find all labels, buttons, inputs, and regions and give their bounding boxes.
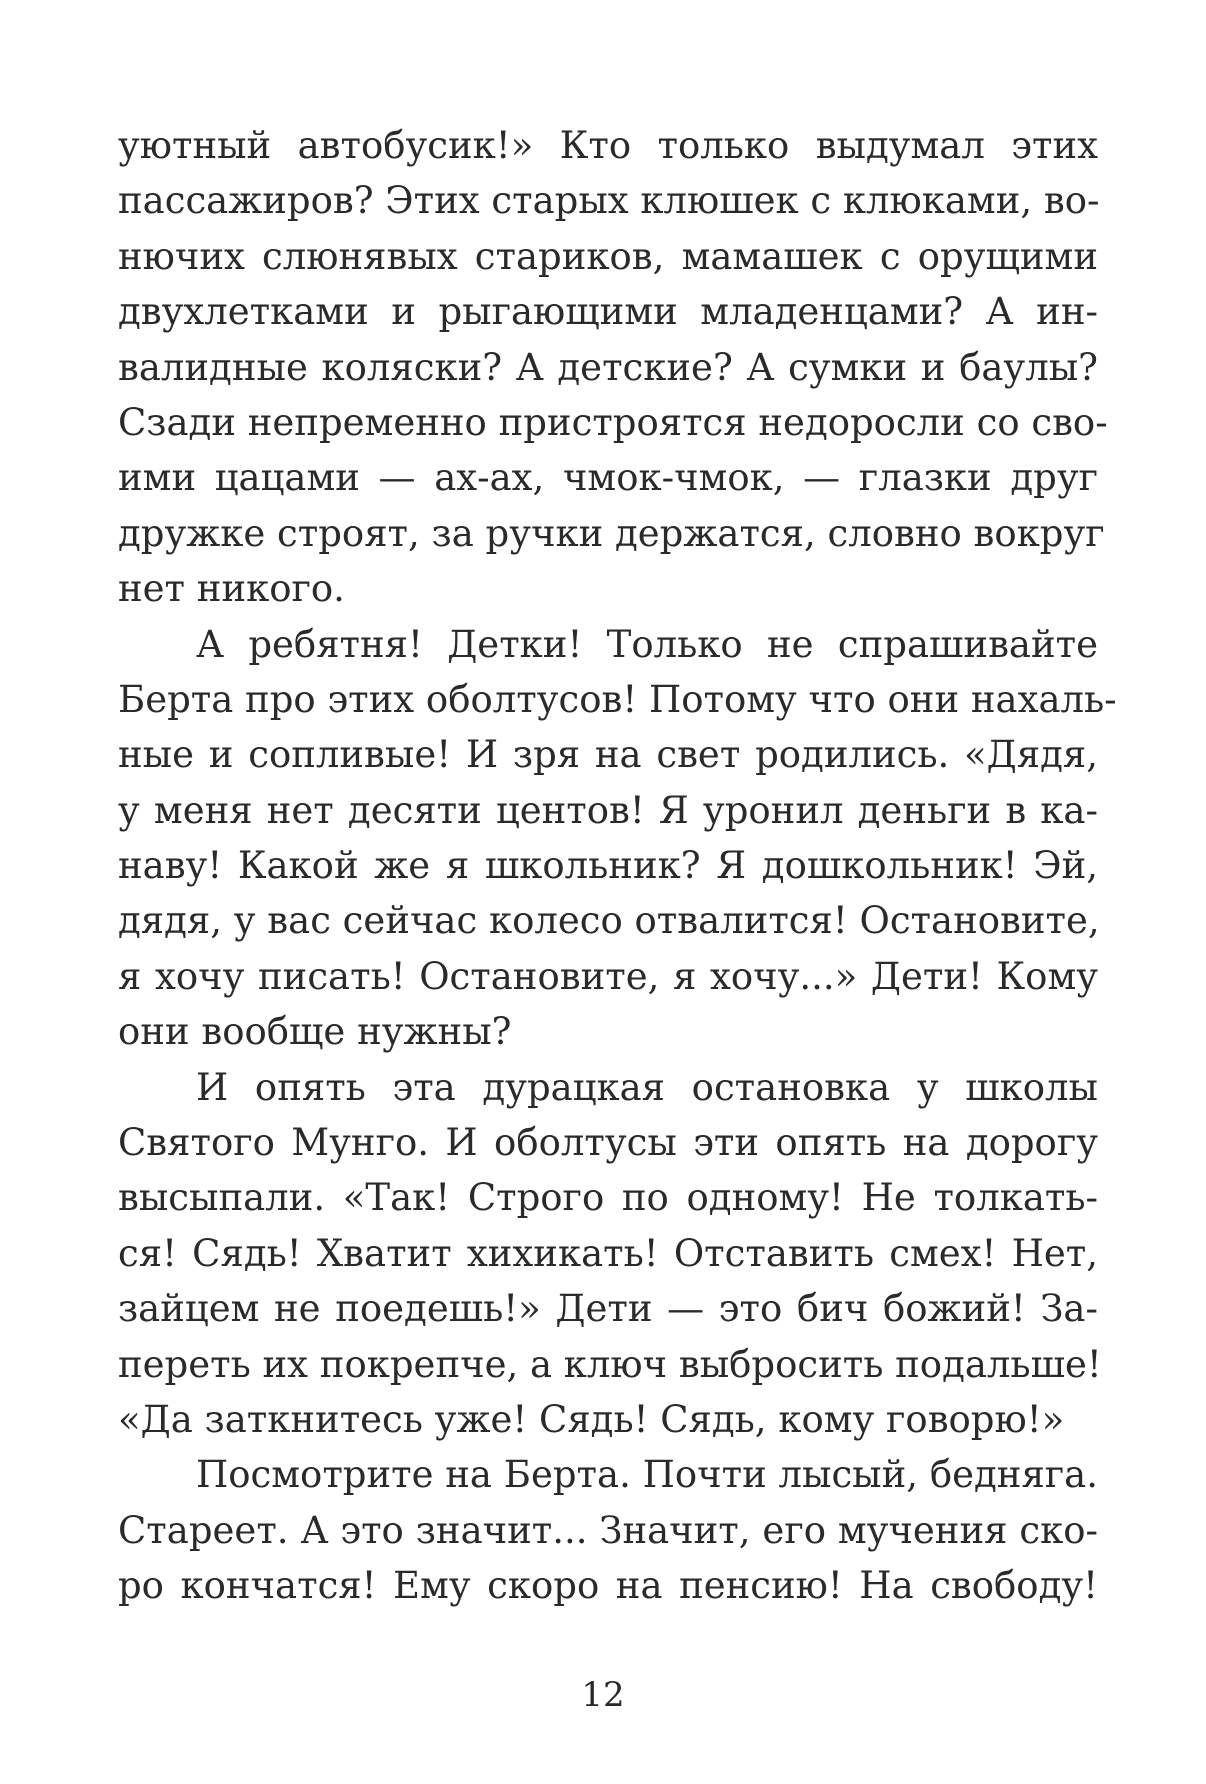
text-line: переть их покрепче, а ключ выбросить подальше!	[118, 1342, 1102, 1386]
text-line: уютный автобусик!» Кто только выдумал этих	[118, 124, 1098, 167]
page-number: 12	[581, 1675, 625, 1715]
text-line: я хочу писать! Остановите, я хочу...» Дети! Кому	[118, 954, 1098, 998]
text-line: Святого Мунго. И оболтусы эти опять на дорогу	[118, 1121, 1098, 1165]
text-line: нючих слюнявых стариков, мамашек с орущими	[118, 234, 1098, 278]
text-line: ные и сопливые! И зря на свет родились. «Дядя,	[118, 733, 1098, 777]
text-line: ими цацами — ах-ах, чмок-чмок, — глазки друг	[118, 456, 1098, 500]
text-line: у меня нет десяти центов! Я уронил деньги в ка-	[118, 788, 1098, 832]
text-line: «Да заткнитесь уже! Сядь! Сядь, кому говорю!»	[118, 1397, 1065, 1441]
text-line: дружке строят, за ручки держатся, словно вокруг	[118, 511, 1105, 555]
text-line: наву! Какой же я школьник? Я дошкольник! Эй,	[118, 844, 1098, 888]
text-line: нет никого.	[118, 567, 345, 611]
text-line: ро кончатся! Ему скоро на пенсию! На свободу!	[118, 1564, 1098, 1608]
text-line: И опять эта дурацкая остановка у школы	[196, 1065, 1098, 1109]
text-line: двухлетками и рыгающими младенцами? А ин-	[118, 290, 1098, 334]
text-line: А ребятня! Детки! Только не спрашивайте	[196, 622, 1098, 666]
text-line: ся! Сядь! Хватит хихикать! Отставить смех! Нет,	[118, 1231, 1098, 1275]
text-line: Сзади непременно пристроятся недоросли со сво-	[118, 400, 1108, 444]
text-line: Стареет. А это значит... Значит, его мучения ско-	[118, 1508, 1098, 1552]
text-line: они вообще нужны?	[118, 1010, 512, 1054]
text-line: пассажиров? Этих старых клюшек с клюками, во-	[118, 179, 1100, 223]
body-text	[118, 118, 1117, 1614]
text-line: Посмотрите на Берта. Почти лысый, бедняга.	[196, 1453, 1098, 1497]
text-line: валидные коляски? А детские? А сумки и баулы?	[118, 345, 1098, 389]
text-line: высыпали. «Так! Строго по одному! Не толкать-	[118, 1176, 1098, 1220]
text-line: Берта про этих оболтусов! Потому что они нахаль-	[118, 677, 1117, 721]
text-line: дядя, у вас сейчас колесо отвалится! Остановите,	[118, 899, 1100, 943]
text-line: зайцем не поедешь!» Дети — это бич божий! За-	[118, 1287, 1098, 1331]
